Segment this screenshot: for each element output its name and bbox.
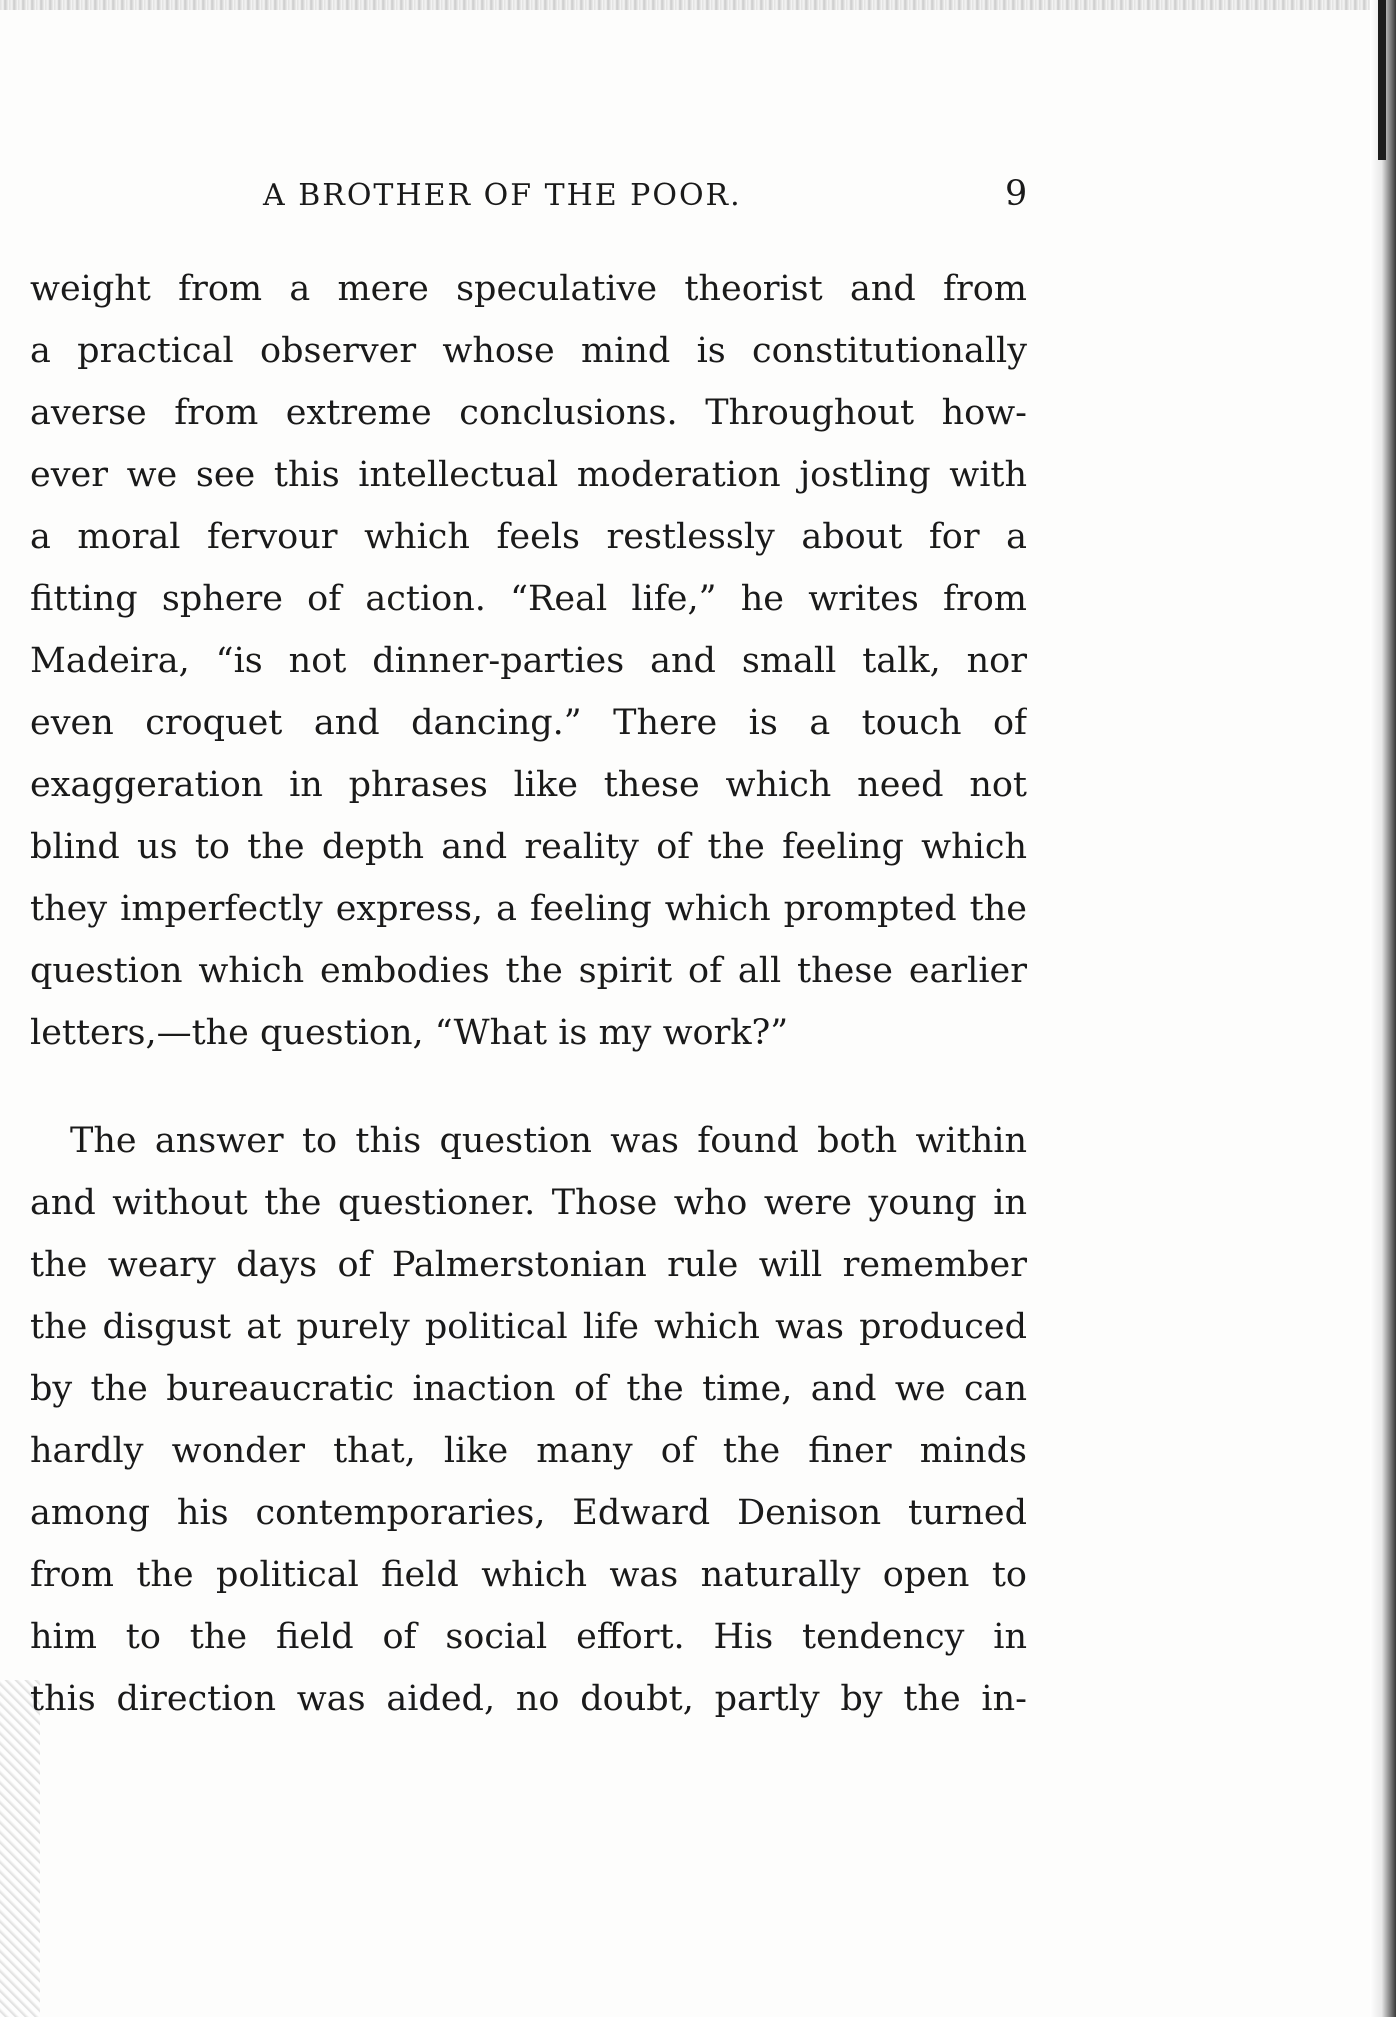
body-text [30,258,1027,1730]
paragraph-1 [30,258,1027,1064]
scan-binding-edge [1370,0,1396,2017]
running-head [30,174,1030,218]
text-line: ever we see this intellectual moderation jostling with [30,455,1027,495]
text-line: by the bureaucratic inaction of the time, and we can [30,1369,1027,1409]
text-line: even croquet and dancing.” There is a touch of [30,703,1027,743]
text-line: from the political field which was naturally open to [30,1555,1027,1595]
text-line: this direction was aided, no doubt, partly by the in- [30,1679,1027,1719]
text-line: weight from a mere speculative theorist and from [30,269,1027,309]
text-line: The answer to this question was found both within [70,1121,1027,1161]
text-line: they imperfectly express, a feeling which prompted the [30,889,1027,929]
text-line: letters,—the question, “What is my work?” [30,1013,789,1053]
text-line: a practical observer whose mind is constitutionally [30,331,1027,371]
text-line: Madeira, “is not dinner-parties and small talk, nor [30,641,1027,681]
text-line: question which embodies the spirit of all these earlier [30,951,1027,991]
scan-top-edge [0,0,1396,10]
text-line: averse from extreme conclusions. Throughout how- [30,393,1027,433]
scan-speckle [0,1680,40,2017]
text-line: among his contemporaries, Edward Denison turned [30,1493,1027,1533]
text-line: blind us to the depth and reality of the feeling which [30,827,1027,867]
text-line: exaggeration in phrases like these which need not [30,765,1027,805]
page-number: 9 [1005,174,1028,214]
text-line: fitting sphere of action. “Real life,” he writes from [30,579,1027,619]
paragraph-break [30,1064,1027,1110]
text-line: him to the field of social effort. His tendency in [30,1617,1027,1657]
text-line: hardly wonder that, like many of the finer minds [30,1431,1027,1471]
paragraph-2 [30,1110,1027,1730]
scan-binding-shadow [1378,0,1386,160]
text-line: a moral fervour which feels restlessly about for a [30,517,1027,557]
text-line: the disgust at purely political life which was produced [30,1307,1027,1347]
text-line: and without the questioner. Those who were young in [30,1183,1027,1223]
text-line: the weary days of Palmerstonian rule will remember [30,1245,1027,1285]
running-title: A BROTHER OF THE POOR. [263,178,742,213]
